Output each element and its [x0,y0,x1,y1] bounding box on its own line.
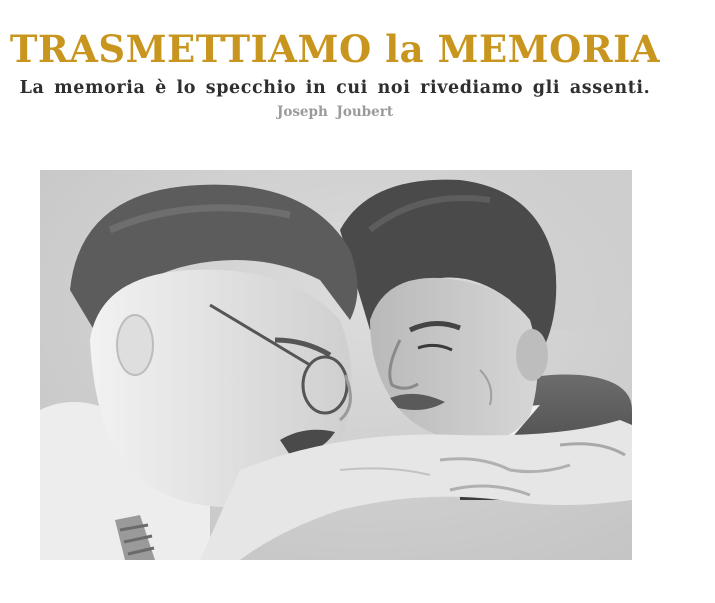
historic-photo [40,170,632,560]
quote-author: Joseph Joubert [276,104,394,120]
photo-illustration [40,170,632,560]
quote-text: La memoria è lo specchio in cui noi rivediamo gli assenti. [19,78,651,98]
page-title: TRASMETTIAMO la MEMORIA [9,27,661,71]
